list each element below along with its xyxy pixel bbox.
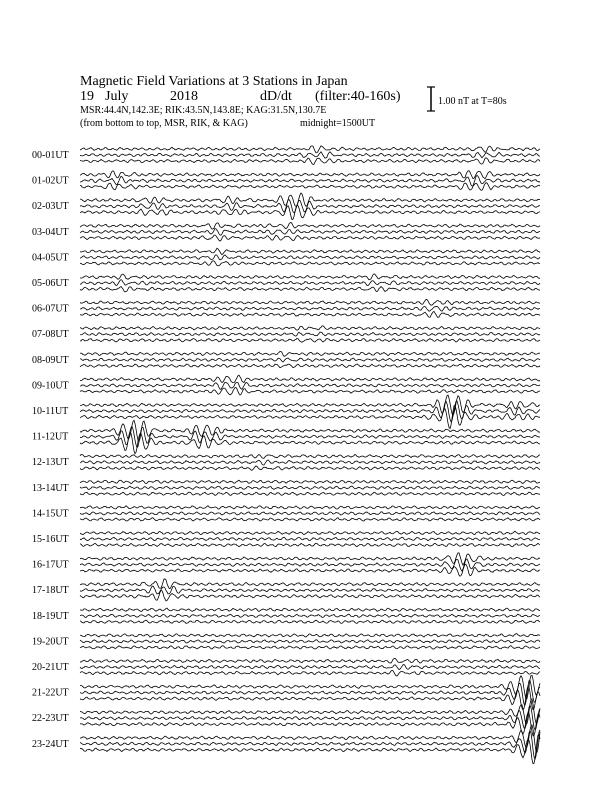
trace-rik bbox=[80, 730, 540, 759]
trace-rik bbox=[80, 255, 540, 260]
hour-row bbox=[32, 395, 540, 429]
hour-row bbox=[32, 658, 540, 676]
trace-rik bbox=[80, 586, 540, 594]
trace-kag bbox=[80, 480, 540, 483]
trace-msr bbox=[80, 670, 540, 676]
date-year: 2018 bbox=[170, 89, 198, 104]
trace-msr bbox=[80, 564, 540, 576]
filter-label: (filter:40-160s) bbox=[315, 89, 401, 104]
trace-rik bbox=[80, 229, 540, 236]
hour-row bbox=[32, 553, 540, 576]
hour-row bbox=[32, 193, 540, 220]
trace-rik bbox=[80, 512, 540, 515]
trace-rik bbox=[80, 280, 540, 286]
trace-msr bbox=[80, 205, 540, 219]
trace-msr bbox=[80, 387, 540, 395]
hour-row-label: 01-02UT bbox=[32, 175, 69, 187]
trace-kag bbox=[80, 375, 540, 383]
hour-row bbox=[32, 351, 540, 367]
trace-msr bbox=[80, 466, 540, 470]
trace-kag bbox=[80, 634, 540, 637]
trace-kag bbox=[80, 274, 540, 280]
trace-msr bbox=[80, 543, 540, 546]
trace-kag bbox=[80, 299, 540, 305]
trace-msr bbox=[80, 261, 540, 266]
hour-row-label: 00-01UT bbox=[32, 150, 69, 161]
trace-kag bbox=[80, 454, 540, 458]
trace-msr bbox=[80, 158, 540, 165]
trace-kag bbox=[80, 506, 540, 509]
trace-kag bbox=[80, 193, 540, 206]
hour-row bbox=[32, 375, 540, 395]
hour-row bbox=[32, 579, 540, 601]
trace-kag bbox=[80, 658, 540, 663]
trace-rik bbox=[80, 332, 540, 336]
date-day: 19 bbox=[80, 89, 94, 104]
hour-row bbox=[32, 420, 540, 453]
hour-row-label: 08-09UT bbox=[32, 354, 69, 366]
trace-msr bbox=[80, 406, 540, 429]
trace-msr bbox=[80, 338, 540, 342]
hour-row-label: 23-24UT bbox=[32, 738, 69, 750]
hour-row-label: 13-14UT bbox=[32, 482, 69, 494]
hour-row bbox=[32, 248, 540, 266]
hour-row-label: 05-06UT bbox=[32, 278, 69, 289]
trace-rik bbox=[80, 358, 540, 362]
trace-msr bbox=[80, 620, 540, 623]
quantity-label: dD/dt bbox=[260, 89, 292, 104]
trace-kag bbox=[80, 608, 540, 611]
chart-title: Magnetic Field Variations at 3 Stations in Japan bbox=[80, 74, 348, 89]
trace-kag bbox=[80, 531, 540, 534]
hour-row-label: 09-10UT bbox=[32, 380, 69, 392]
hour-row-label: 04-05UT bbox=[32, 252, 69, 264]
trace-kag bbox=[80, 222, 540, 229]
midnight-note: midnight=1500UT bbox=[300, 118, 376, 129]
hour-row bbox=[32, 326, 540, 343]
trace-kag bbox=[80, 675, 540, 699]
trace-kag bbox=[80, 326, 540, 330]
trace-rik bbox=[80, 665, 540, 670]
hour-row-label: 20-21UT bbox=[32, 662, 69, 673]
trace-kag bbox=[80, 248, 540, 255]
hour-row-label: 22-23UT bbox=[32, 713, 69, 725]
hour-row-label: 14-15UT bbox=[32, 508, 69, 520]
trace-msr bbox=[80, 364, 540, 368]
hour-row-label: 11-12UT bbox=[32, 431, 69, 443]
trace-rik bbox=[80, 559, 540, 571]
trace-rik bbox=[80, 306, 540, 311]
hour-row bbox=[32, 608, 540, 623]
hour-row-label: 10-11UT bbox=[32, 406, 69, 417]
station-list: MSR:44.4N,142.3E; RIK:43.5N,143.8E; KAG:31.5N,130.7E bbox=[80, 105, 327, 116]
hour-row bbox=[32, 634, 540, 649]
hour-row bbox=[32, 222, 540, 241]
hour-row bbox=[32, 725, 540, 764]
hour-row bbox=[32, 506, 540, 521]
hour-row-label: 17-18UT bbox=[32, 585, 69, 597]
trace-rik bbox=[80, 152, 540, 158]
trace-rik bbox=[80, 382, 540, 389]
trace-msr bbox=[80, 235, 540, 241]
trace-msr bbox=[80, 713, 540, 736]
trace-msr bbox=[80, 518, 540, 521]
trace-kag bbox=[80, 146, 540, 153]
trace-rik bbox=[80, 614, 540, 617]
trace-kag bbox=[80, 579, 540, 589]
hour-rows bbox=[32, 146, 540, 764]
trace-rik bbox=[80, 426, 540, 447]
hour-row bbox=[32, 299, 540, 317]
trace-rik bbox=[80, 640, 540, 643]
hour-row bbox=[32, 454, 540, 470]
trace-kag bbox=[80, 351, 540, 356]
hour-row bbox=[32, 274, 540, 292]
hour-row bbox=[32, 675, 540, 710]
hour-row-label: 15-16UT bbox=[32, 534, 69, 545]
hour-row-label: 19-20UT bbox=[32, 636, 69, 648]
hour-row-label: 07-08UT bbox=[32, 329, 69, 341]
trace-msr bbox=[80, 492, 540, 495]
trace-msr bbox=[80, 311, 540, 317]
trace-rik bbox=[80, 705, 540, 729]
hour-row-label: 06-07UT bbox=[32, 303, 69, 315]
trace-rik bbox=[80, 681, 540, 706]
trace-rik bbox=[80, 175, 540, 186]
trace-rik bbox=[80, 460, 540, 465]
trace-msr bbox=[80, 287, 540, 292]
hour-row bbox=[32, 146, 540, 165]
hour-row-label: 02-03UT bbox=[32, 201, 69, 213]
date-month: July bbox=[105, 89, 129, 104]
trace-kag bbox=[80, 420, 540, 441]
scale-bar-label: 1.00 nT at T=80s bbox=[438, 96, 507, 107]
trace-msr bbox=[80, 686, 540, 710]
hour-row-label: 21-22UT bbox=[32, 687, 69, 699]
hour-row-label: 03-04UT bbox=[32, 226, 69, 238]
trace-kag bbox=[80, 395, 540, 415]
hour-row bbox=[32, 699, 540, 736]
hour-row-label: 18-19UT bbox=[32, 610, 69, 622]
trace-kag bbox=[80, 171, 540, 179]
trace-rik bbox=[80, 537, 540, 541]
trace-rik bbox=[80, 486, 540, 489]
hour-row bbox=[32, 171, 540, 191]
hour-row-label: 12-13UT bbox=[32, 457, 69, 469]
hour-row-label: 16-17UT bbox=[32, 559, 69, 571]
hour-row bbox=[32, 531, 540, 546]
trace-kag bbox=[80, 699, 540, 724]
trace-kag bbox=[80, 725, 540, 752]
trace-msr bbox=[80, 646, 540, 649]
scale-bar bbox=[427, 87, 507, 111]
hour-row bbox=[32, 480, 540, 495]
order-note: (from bottom to top, MSR, RIK, & KAG) bbox=[80, 118, 248, 129]
